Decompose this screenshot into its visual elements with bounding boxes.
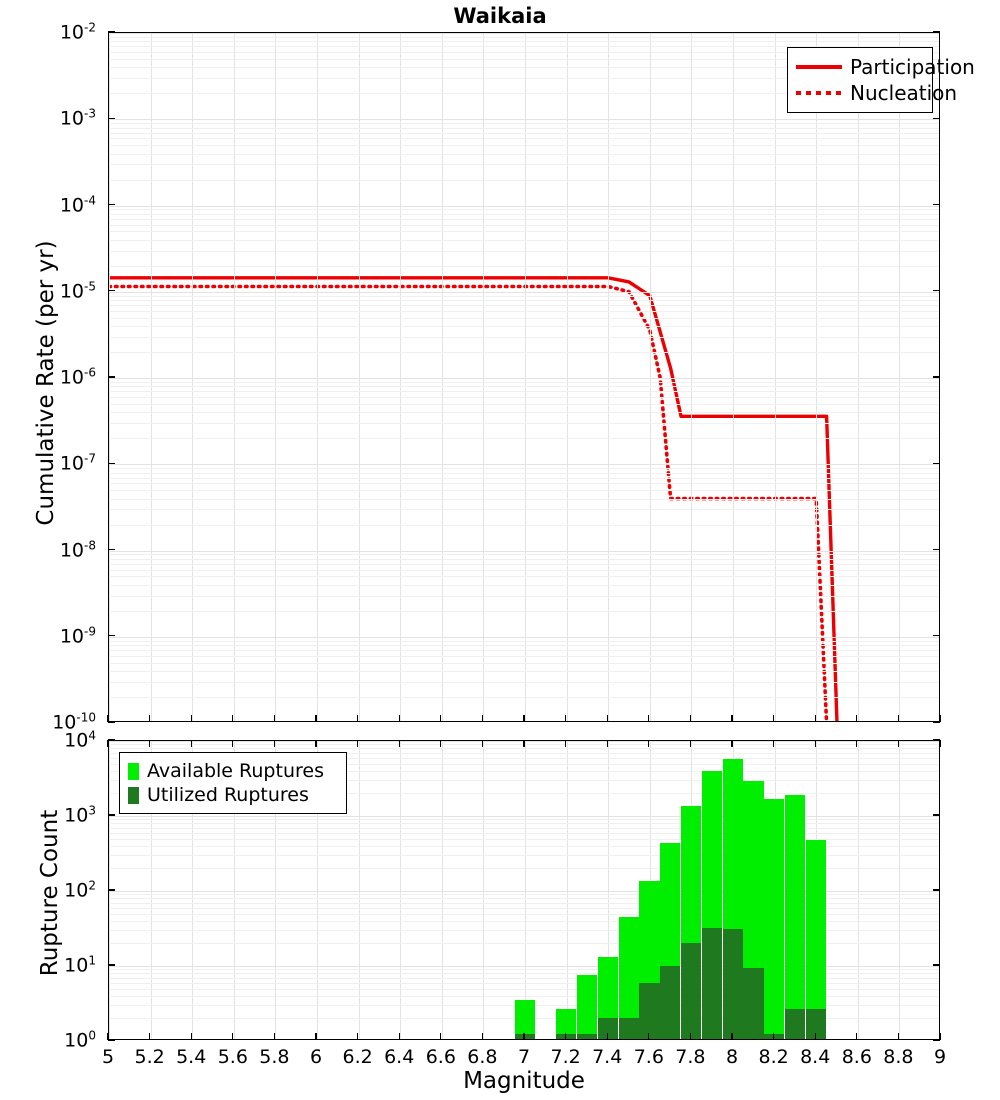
utilized-ruptures-bar [556,1034,576,1040]
utilized-ruptures-bar [681,943,701,1040]
y-tickmark [108,721,115,722]
gridline-minor [109,352,939,353]
x-tickmark [315,715,316,722]
y-tickmark [933,463,940,464]
gridline-minor [109,682,939,683]
y-tickmark [108,463,115,464]
gridline-minor [109,611,939,612]
gridline [733,33,734,721]
gridline [109,206,939,207]
gridline-minor [109,671,939,672]
x-tickmark [357,740,358,747]
x-tickmark [731,740,732,747]
available-ruptures-bar [577,975,597,1040]
x-tickmark [731,1033,732,1040]
x-tickmark [523,1033,524,1040]
available-ruptures-swatch [128,763,139,780]
x-tickmark [357,715,358,722]
x-tickmark [232,715,233,722]
gridline-minor [109,833,939,834]
gridline-minor [109,570,939,571]
gridline-minor [109,559,939,560]
x-tickmark [773,740,774,747]
x-tickmark [274,740,275,747]
y-tickmark [933,814,940,815]
top-legend [787,47,975,113]
gridline-minor [109,37,939,38]
gridline [608,33,609,721]
gridline [483,741,484,1039]
gridline-minor [109,138,939,139]
gridline-minor [109,423,939,424]
x-tickmark [482,715,483,722]
gridline-minor [109,404,939,405]
cumulative-rate-plot [108,32,940,722]
y-tick-label: $10^{-4}$ [59,192,96,217]
y-tick-label: $10^{-3}$ [59,106,96,130]
x-tick-label: 7.4 [592,1046,623,1068]
gridline [109,816,939,817]
x-tickmark [815,715,816,722]
x-tickmark [440,715,441,722]
gridline-minor [109,564,939,565]
x-tickmark [523,740,524,747]
x-tickmark [357,1033,358,1040]
gridline-minor [109,490,939,491]
x-tickmark [232,740,233,747]
gridline-minor [109,305,939,306]
x-tick-label: 6.8 [467,1046,498,1068]
gridline-minor [109,145,939,146]
x-tick-label: 5.8 [259,1046,290,1068]
gridline [400,33,401,721]
x-tickmark [856,715,857,722]
gridline [442,741,443,1039]
x-tickmark [399,715,400,722]
gridline [899,33,900,721]
gridline-minor [109,663,939,664]
available-ruptures-bar [764,799,784,1040]
gridline-minor [109,397,939,398]
gridline-minor [109,525,939,526]
gridline [109,292,939,293]
utilized-ruptures-bar [619,1018,639,1040]
legend-label: Available Ruptures [147,760,324,782]
gridline-minor [109,41,939,42]
x-tickmark [815,740,816,747]
x-tickmark [648,715,649,722]
gridline-minor [109,123,939,124]
gridline-minor [109,748,939,749]
x-tickmark [191,715,192,722]
y-tick-label: $10^{-9}$ [59,624,96,648]
gridline [234,33,235,721]
y-tick-label: $10^4$ [64,728,96,752]
gridline-minor [109,311,939,312]
x-tickmark [482,1033,483,1040]
x-tick-label: 7 [517,1046,531,1068]
x-tick-label: 6.6 [425,1046,456,1068]
utilized-ruptures-bar [785,1009,805,1040]
bottom-axis-label-x: Magnitude [463,1068,585,1094]
y-tickmark [108,814,115,815]
x-tickmark [274,715,275,722]
gridline-minor [109,412,939,413]
y-tickmark [108,889,115,890]
x-tickmark [898,715,899,722]
gridline-minor [109,697,939,698]
y-tickmark [108,31,115,32]
x-tick-label: 8.2 [758,1046,789,1068]
gridline [567,33,568,721]
gridline-minor [109,823,939,824]
x-tickmark [731,715,732,722]
x-tickmark [856,740,857,747]
gridline-minor [109,231,939,232]
available-ruptures-bar [785,795,805,1040]
gridline-minor [109,554,939,555]
y-tickmark [933,118,940,119]
x-tick-label: 9 [933,1046,947,1068]
x-tickmark [648,740,649,747]
x-tick-label: 6.4 [384,1046,415,1068]
gridline-minor [109,641,939,642]
y-tickmark [933,376,940,377]
x-tickmark [690,1033,691,1040]
gridline-minor [109,386,939,387]
y-tick-label: $10^1$ [64,953,96,977]
y-tickmark [108,376,115,377]
gridline-minor [109,585,939,586]
gridline-minor [109,576,939,577]
legend-item-participation [796,54,975,80]
gridline-minor [109,128,939,129]
gridline-minor [109,266,939,267]
x-tickmark [856,1033,857,1040]
x-tickmark [939,740,940,747]
gridline-minor [109,828,939,829]
gridline [816,33,817,721]
utilized-ruptures-bar [639,983,659,1040]
gridline-minor [109,819,939,820]
x-tickmark [607,740,608,747]
y-tick-label: $10^{-7}$ [59,451,96,475]
utilized-ruptures-bar [764,1034,784,1040]
legend-label: Nucleation [850,81,958,105]
x-tick-label: 7.8 [675,1046,706,1068]
x-tickmark [690,740,691,747]
x-tickmark [565,740,566,747]
utilized-ruptures-bar [743,968,763,1040]
x-tickmark [149,740,150,747]
y-tick-label: $10^{-8}$ [59,537,96,562]
gridline [109,33,939,34]
x-tickmark [315,740,316,747]
y-tickmark [108,739,115,740]
gridline-minor [109,645,939,646]
gridline-minor [109,133,939,134]
x-tickmark [939,1033,940,1040]
utilized-ruptures-bar [577,1034,597,1040]
gridline-minor [109,478,939,479]
gridline [317,33,318,721]
x-tickmark [607,715,608,722]
bottom-axis-label-y: Rupture Count [37,809,63,977]
x-tick-label: 7.6 [633,1046,664,1068]
utilized-ruptures-bar [806,1009,826,1040]
y-tick-label: $10^{-6}$ [59,365,96,389]
y-tick-label: $10^0$ [64,1028,96,1052]
x-tick-label: 8.6 [841,1046,872,1068]
x-tick-label: 8.8 [883,1046,914,1068]
gridline-minor [109,382,939,383]
x-tickmark [232,1033,233,1040]
y-tickmark [108,1039,115,1040]
utilized-ruptures-swatch [128,787,139,804]
y-tickmark [933,964,940,965]
x-tickmark [149,715,150,722]
dotted-line-icon [796,86,842,100]
x-tick-label: 6 [309,1046,323,1068]
gridline-minor [109,180,939,181]
solid-line-icon [796,60,842,74]
y-tickmark [933,204,940,205]
x-tickmark [648,1033,649,1040]
gridline-minor [109,483,939,484]
x-tickmark [898,740,899,747]
x-tickmark [898,1033,899,1040]
x-tick-label: 7.2 [550,1046,581,1068]
utilized-ruptures-bar [660,966,680,1040]
gridline-minor [109,468,939,469]
gridline [109,119,939,120]
x-tickmark [315,1033,316,1040]
gridline [400,741,401,1039]
gridline [525,741,526,1039]
gridline [899,741,900,1039]
page-title: Waikaia [453,4,547,28]
x-tickmark [607,1033,608,1040]
gridline [650,33,651,721]
gridline-minor [109,596,939,597]
y-tick-label: $10^{-10}$ [52,710,96,734]
utilized-ruptures-bar [702,928,722,1040]
gridline-minor [109,219,939,220]
gridline [359,741,360,1039]
gridline [858,33,859,721]
gridline-minor [109,225,939,226]
x-tickmark [399,1033,400,1040]
y-tickmark [933,31,940,32]
x-tick-label: 5 [101,1046,115,1068]
gridline-minor [109,251,939,252]
x-tickmark [690,715,691,722]
gridline-minor [109,499,939,500]
legend-item-available-ruptures [128,759,336,783]
bottom-legend [119,752,347,814]
y-tick-label: $10^{-5}$ [59,279,96,303]
x-tickmark [773,715,774,722]
x-tick-label: 5.2 [134,1046,165,1068]
y-tickmark [108,549,115,550]
x-tickmark [399,740,400,747]
x-tick-label: 6.2 [342,1046,373,1068]
gridline [858,741,859,1039]
y-tickmark [933,889,940,890]
utilized-ruptures-bar [723,929,743,1040]
gridline-minor [109,656,939,657]
x-tickmark [149,1033,150,1040]
gridline [525,33,526,721]
gridline [192,33,193,721]
x-tickmark [107,1033,108,1040]
y-tick-label: $10^3$ [64,803,96,827]
x-tickmark [107,740,108,747]
gridline [275,33,276,721]
x-tickmark [440,1033,441,1040]
y-tick-label: $10^2$ [64,878,96,902]
gridline-minor [109,326,939,327]
x-tickmark [482,740,483,747]
gridline [691,33,692,721]
x-tickmark [939,715,940,722]
gridline-minor [109,209,939,210]
gridline [109,464,939,465]
x-tick-label: 5.4 [176,1046,207,1068]
y-tickmark [108,118,115,119]
x-tickmark [565,1033,566,1040]
gridline [359,33,360,721]
utilized-ruptures-bar [515,1034,535,1040]
x-tickmark [274,1033,275,1040]
x-tick-label: 8 [725,1046,739,1068]
gridline [567,741,568,1039]
gridline [109,637,939,638]
legend-label: Utilized Ruptures [147,784,309,806]
gridline-minor [109,391,939,392]
x-tick-label: 5.6 [217,1046,248,1068]
gridline [775,33,776,721]
x-tickmark [107,715,108,722]
gridline-minor [109,438,939,439]
gridline [109,551,939,552]
x-tick-label: 8.4 [800,1046,831,1068]
gridline-minor [109,337,939,338]
x-tickmark [523,715,524,722]
y-tickmark [933,549,940,550]
legend-item-utilized-ruptures [128,783,336,807]
gridline [483,33,484,721]
gridline-minor [109,300,939,301]
y-tickmark [933,635,940,636]
gridline [151,33,152,721]
gridline-minor [109,650,939,651]
gridline-minor [109,164,939,165]
x-tickmark [191,1033,192,1040]
x-tickmark [191,740,192,747]
y-tickmark [108,635,115,636]
gridline-minor [109,509,939,510]
y-tick-label: $10^{-2}$ [59,20,96,44]
legend-item-nucleation [796,80,958,106]
gridline-minor [109,214,939,215]
gridline-minor [109,473,939,474]
y-tickmark [933,290,940,291]
x-tickmark [773,1033,774,1040]
y-tickmark [108,964,115,965]
y-tickmark [108,204,115,205]
x-tickmark [815,1033,816,1040]
gridline-minor [109,240,939,241]
gridline [109,378,939,379]
x-tickmark [440,740,441,747]
utilized-ruptures-bar [598,1018,618,1040]
legend-label: Participation [850,55,975,79]
gridline [442,33,443,721]
gridline-minor [109,318,939,319]
gridline-minor [109,154,939,155]
y-tickmark [108,290,115,291]
top-axis-label-y: Cumulative Rate (per yr) [33,240,59,526]
gridline-minor [109,296,939,297]
x-tickmark [565,715,566,722]
